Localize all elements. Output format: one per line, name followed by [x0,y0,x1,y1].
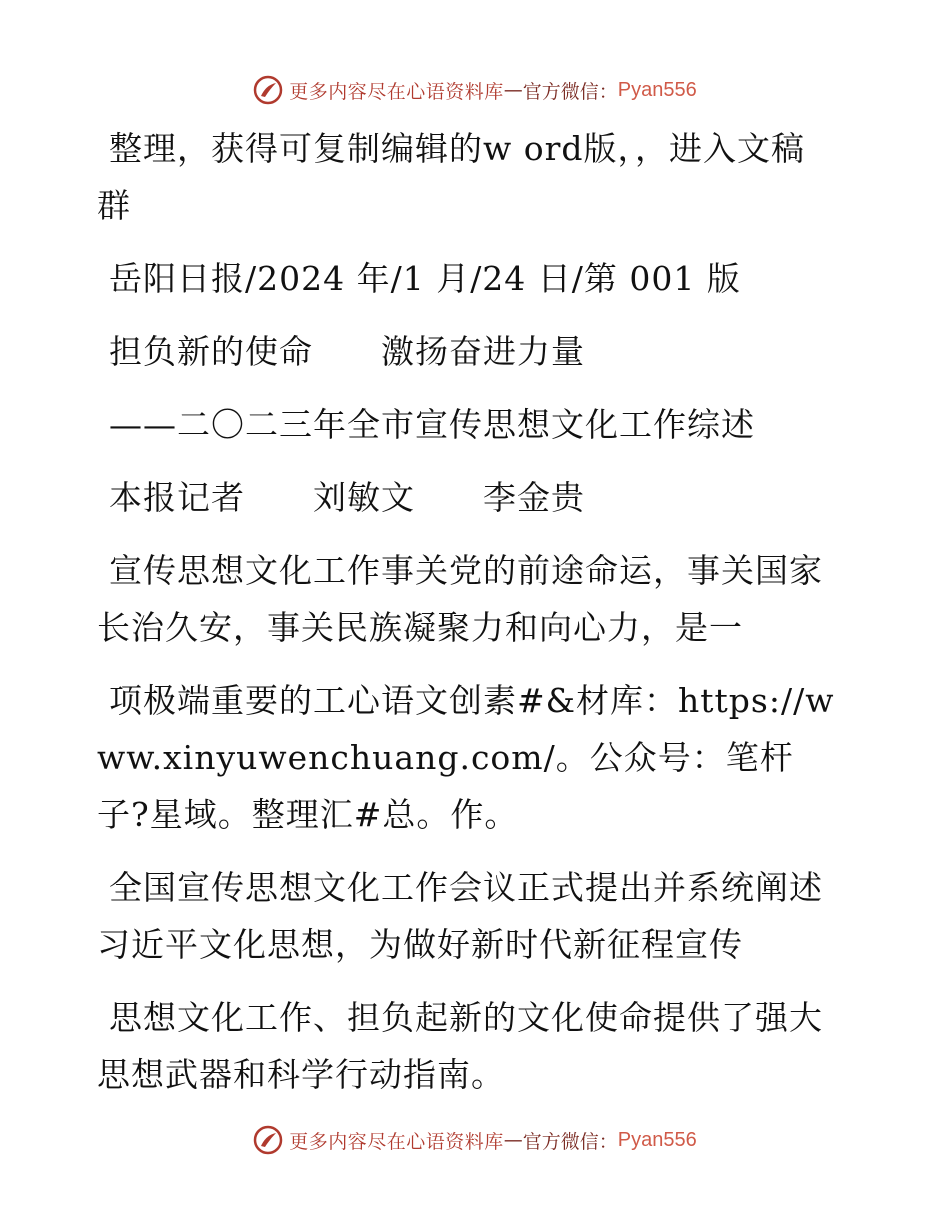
banner-text: 更多内容尽在心语资料库 [289,80,504,103]
banner-text: 更多内容尽在心语资料库 [289,1130,504,1153]
article-title: 担负新的使命 激扬奋进力量 [109,332,585,371]
paragraph: 整理，获得可复制编辑的w ord版，，进入文稿群 [97,129,806,225]
paragraph: 项极端重要的工心语文创素#&材库：https://www.xinyuwenchuang.com/。公众号：笔杆子?星域。整理汇#总。作。 [97,681,835,834]
banner-dash: — [503,79,523,101]
banner-dash: — [503,1129,523,1151]
article-subtitle: ——二〇二三年全市宣传思想文化工作综述 [109,405,755,444]
header-banner [0,70,950,110]
banner-wechat-id: Pyan556 [617,1128,697,1151]
document-body [97,120,837,1119]
banner-wechat-id: Pyan556 [617,78,697,101]
paragraph: 宣传思想文化工作事关党的前途命运，事关国家长治久安，事关民族凝聚力和向心力，是一 [97,551,823,647]
banner-wechat-label: 官方微信： [522,1130,618,1153]
paragraph: 全国宣传思想文化工作会议正式提出并系统阐述习近平文化思想，为做好新时代新征程宣传 [97,868,823,964]
paragraph: 岳阳日报/2024 年/1 月/24 日/第 001 版 [109,259,741,298]
paragraph: 思想文化工作、担负起新的文化使命提供了强大思想武器和科学行动指南。 [97,998,823,1094]
banner-wechat-label: 官方微信： [522,80,618,103]
brush-logo-icon [253,75,283,105]
brush-logo-icon [253,1125,283,1155]
footer-banner [0,1120,950,1160]
byline: 本报记者 刘敏文 李金贵 [109,478,585,517]
